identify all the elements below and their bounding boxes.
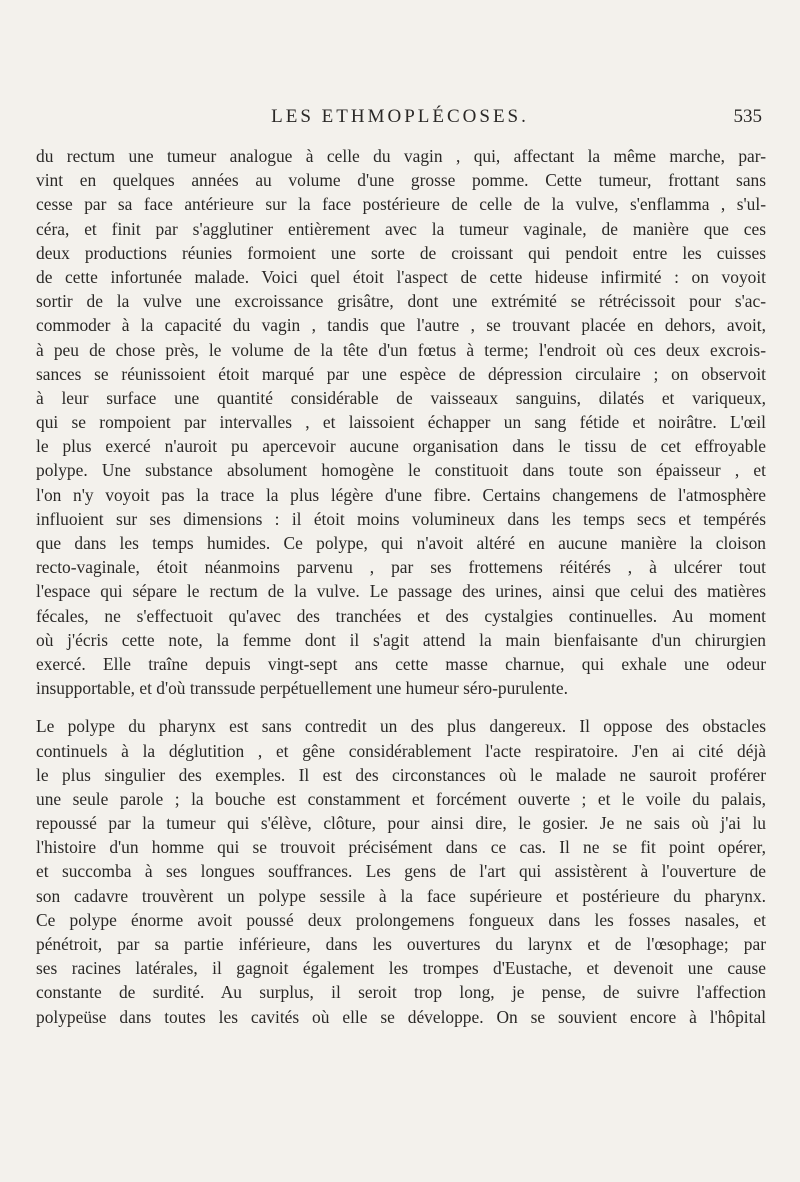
text-line: influoient sur ses dimensions : il étoit moins volumineux dans les temps secs et tempérés: [36, 508, 766, 529]
text-line: de cette infortunée malade. Voici quel étoit l'aspect de cette hideuse infirmité : on voyoit: [36, 266, 766, 287]
text-line: constante de surdité. Au surplus, il seroit trop long, je pense, de suivre l'affection: [36, 982, 766, 1003]
text-line: exercé. Elle traîne depuis vingt-sept ans cette masse charnue, qui exhale une odeur: [36, 653, 766, 674]
text-line: commoder à la capacité du vagin , tandis que l'autre , se trouvant placée en dehors, avoit,: [36, 315, 766, 336]
paragraph-spacer: [36, 700, 766, 714]
text-line: ses racines latérales, il gagnoit également les trompes d'Eustache, et devenoit une cause: [36, 958, 766, 979]
text-line: sortir de la vulve une excroissance grisâtre, dont une extrémité se rétrécissoit pour s'ac-: [36, 291, 766, 312]
paragraph-1: [36, 144, 766, 700]
text-line: qui se rompoient par intervalles , et laissoient échapper un sang fétide et noirâtre. L'œil: [36, 412, 766, 433]
page-header: [36, 106, 764, 134]
text-line: deux productions réunies formoient une sorte de croissant qui pendoit entre les cuisses: [36, 242, 766, 263]
body-text: [36, 144, 766, 1029]
text-line: une seule parole ; la bouche est constamment et forcément ouverte ; et le voile du palais,: [36, 788, 766, 809]
text-line: recto-vaginale, étoit néanmoins parvenu , par ses frottemens réitérés , à ulcérer tout: [36, 557, 766, 578]
paragraph-2: [36, 714, 766, 1028]
text-line: sances se réunissoient étoit marqué par une espèce de dépression circulaire ; on observoit: [36, 363, 766, 384]
running-title: LES ETHMOPLÉCOSES.: [271, 106, 529, 127]
text-line: du rectum une tumeur analogue à celle du vagin , qui, affectant la même marche, par-: [36, 146, 766, 166]
text-line: à peu de chose près, le volume de la tête d'un fœtus à terme; l'endroit où ces deux excrois-: [36, 339, 766, 360]
text-line: continuels à la déglutition , et gêne considérablement l'acte respiratoire. J'en ai cité déjà: [36, 740, 766, 761]
text-line: fécales, ne s'effectuoit qu'avec des tranchées et des cystalgies continuelles. Au moment: [36, 605, 766, 626]
text-line: insupportable, et d'où transsude perpétuellement une humeur séro-purulente.: [36, 678, 568, 699]
text-line: l'histoire d'un homme qui se trouvoit précisément dans ce cas. Il ne se fit point opérer,: [36, 837, 766, 858]
text-line: repoussé par la tumeur qui s'élève, clôture, pour ainsi dire, le gosier. Je ne sais où j'ai lu: [36, 813, 766, 834]
text-line: et succomba à ses longues souffrances. Les gens de l'art qui assistèrent à l'ouverture de: [36, 861, 766, 882]
text-line: le plus exercé n'auroit pu apercevoir aucune organisation dans le tissu de cet effroyable: [36, 436, 766, 457]
text-line: à leur surface une quantité considérable de vaisseaux sanguins, dilatés et variqueux,: [36, 387, 766, 408]
text-line: vint en quelques années au volume d'une grosse pomme. Cette tumeur, frottant sans: [36, 170, 766, 191]
text-line: l'on n'y voyoit pas la trace la plus légère d'une fibre. Certains changemens de l'atmosphère: [36, 484, 766, 505]
text-line: le plus singulier des exemples. Il est des circonstances où le malade ne sauroit proférer: [36, 764, 766, 785]
page-number: 535: [733, 106, 762, 127]
text-line: céra, et finit par s'agglutiner entièrement avec la tumeur vaginale, de manière que ces: [36, 218, 766, 239]
text-line: polype. Une substance absolument homogène le constituoit dans toute son épaisseur , et: [36, 460, 766, 481]
text-line: où j'écris cette note, la femme dont il s'agit attend la main bienfaisante d'un chirurgien: [36, 629, 766, 650]
text-line: Ce polype énorme avoit poussé deux prolongemens fongueux dans les fosses nasales, et: [36, 909, 766, 930]
text-line: cesse par sa face antérieure sur la face postérieure de celle de la vulve, s'enflamma , s'ul-: [36, 194, 766, 215]
text-line: l'espace qui sépare le rectum de la vulve. Le passage des urines, ainsi que celui des matières: [36, 581, 766, 602]
text-line: pénétroit, par sa partie inférieure, dans les ouvertures du larynx et de l'œsophage; par: [36, 934, 766, 954]
text-line: Le polype du pharynx est sans contredit un des plus dangereux. Il oppose des obstacles: [36, 716, 766, 737]
text-line: que dans les temps humides. Ce polype, qui n'avoit altéré en aucune manière la cloison: [36, 533, 766, 553]
text-line: polypeüse dans toutes les cavités où elle se développe. On se souvient encore à l'hôpital: [36, 1006, 766, 1027]
text-line: son cadavre trouvèrent un polype sessile à la face supérieure et postérieure du pharynx.: [36, 885, 766, 906]
